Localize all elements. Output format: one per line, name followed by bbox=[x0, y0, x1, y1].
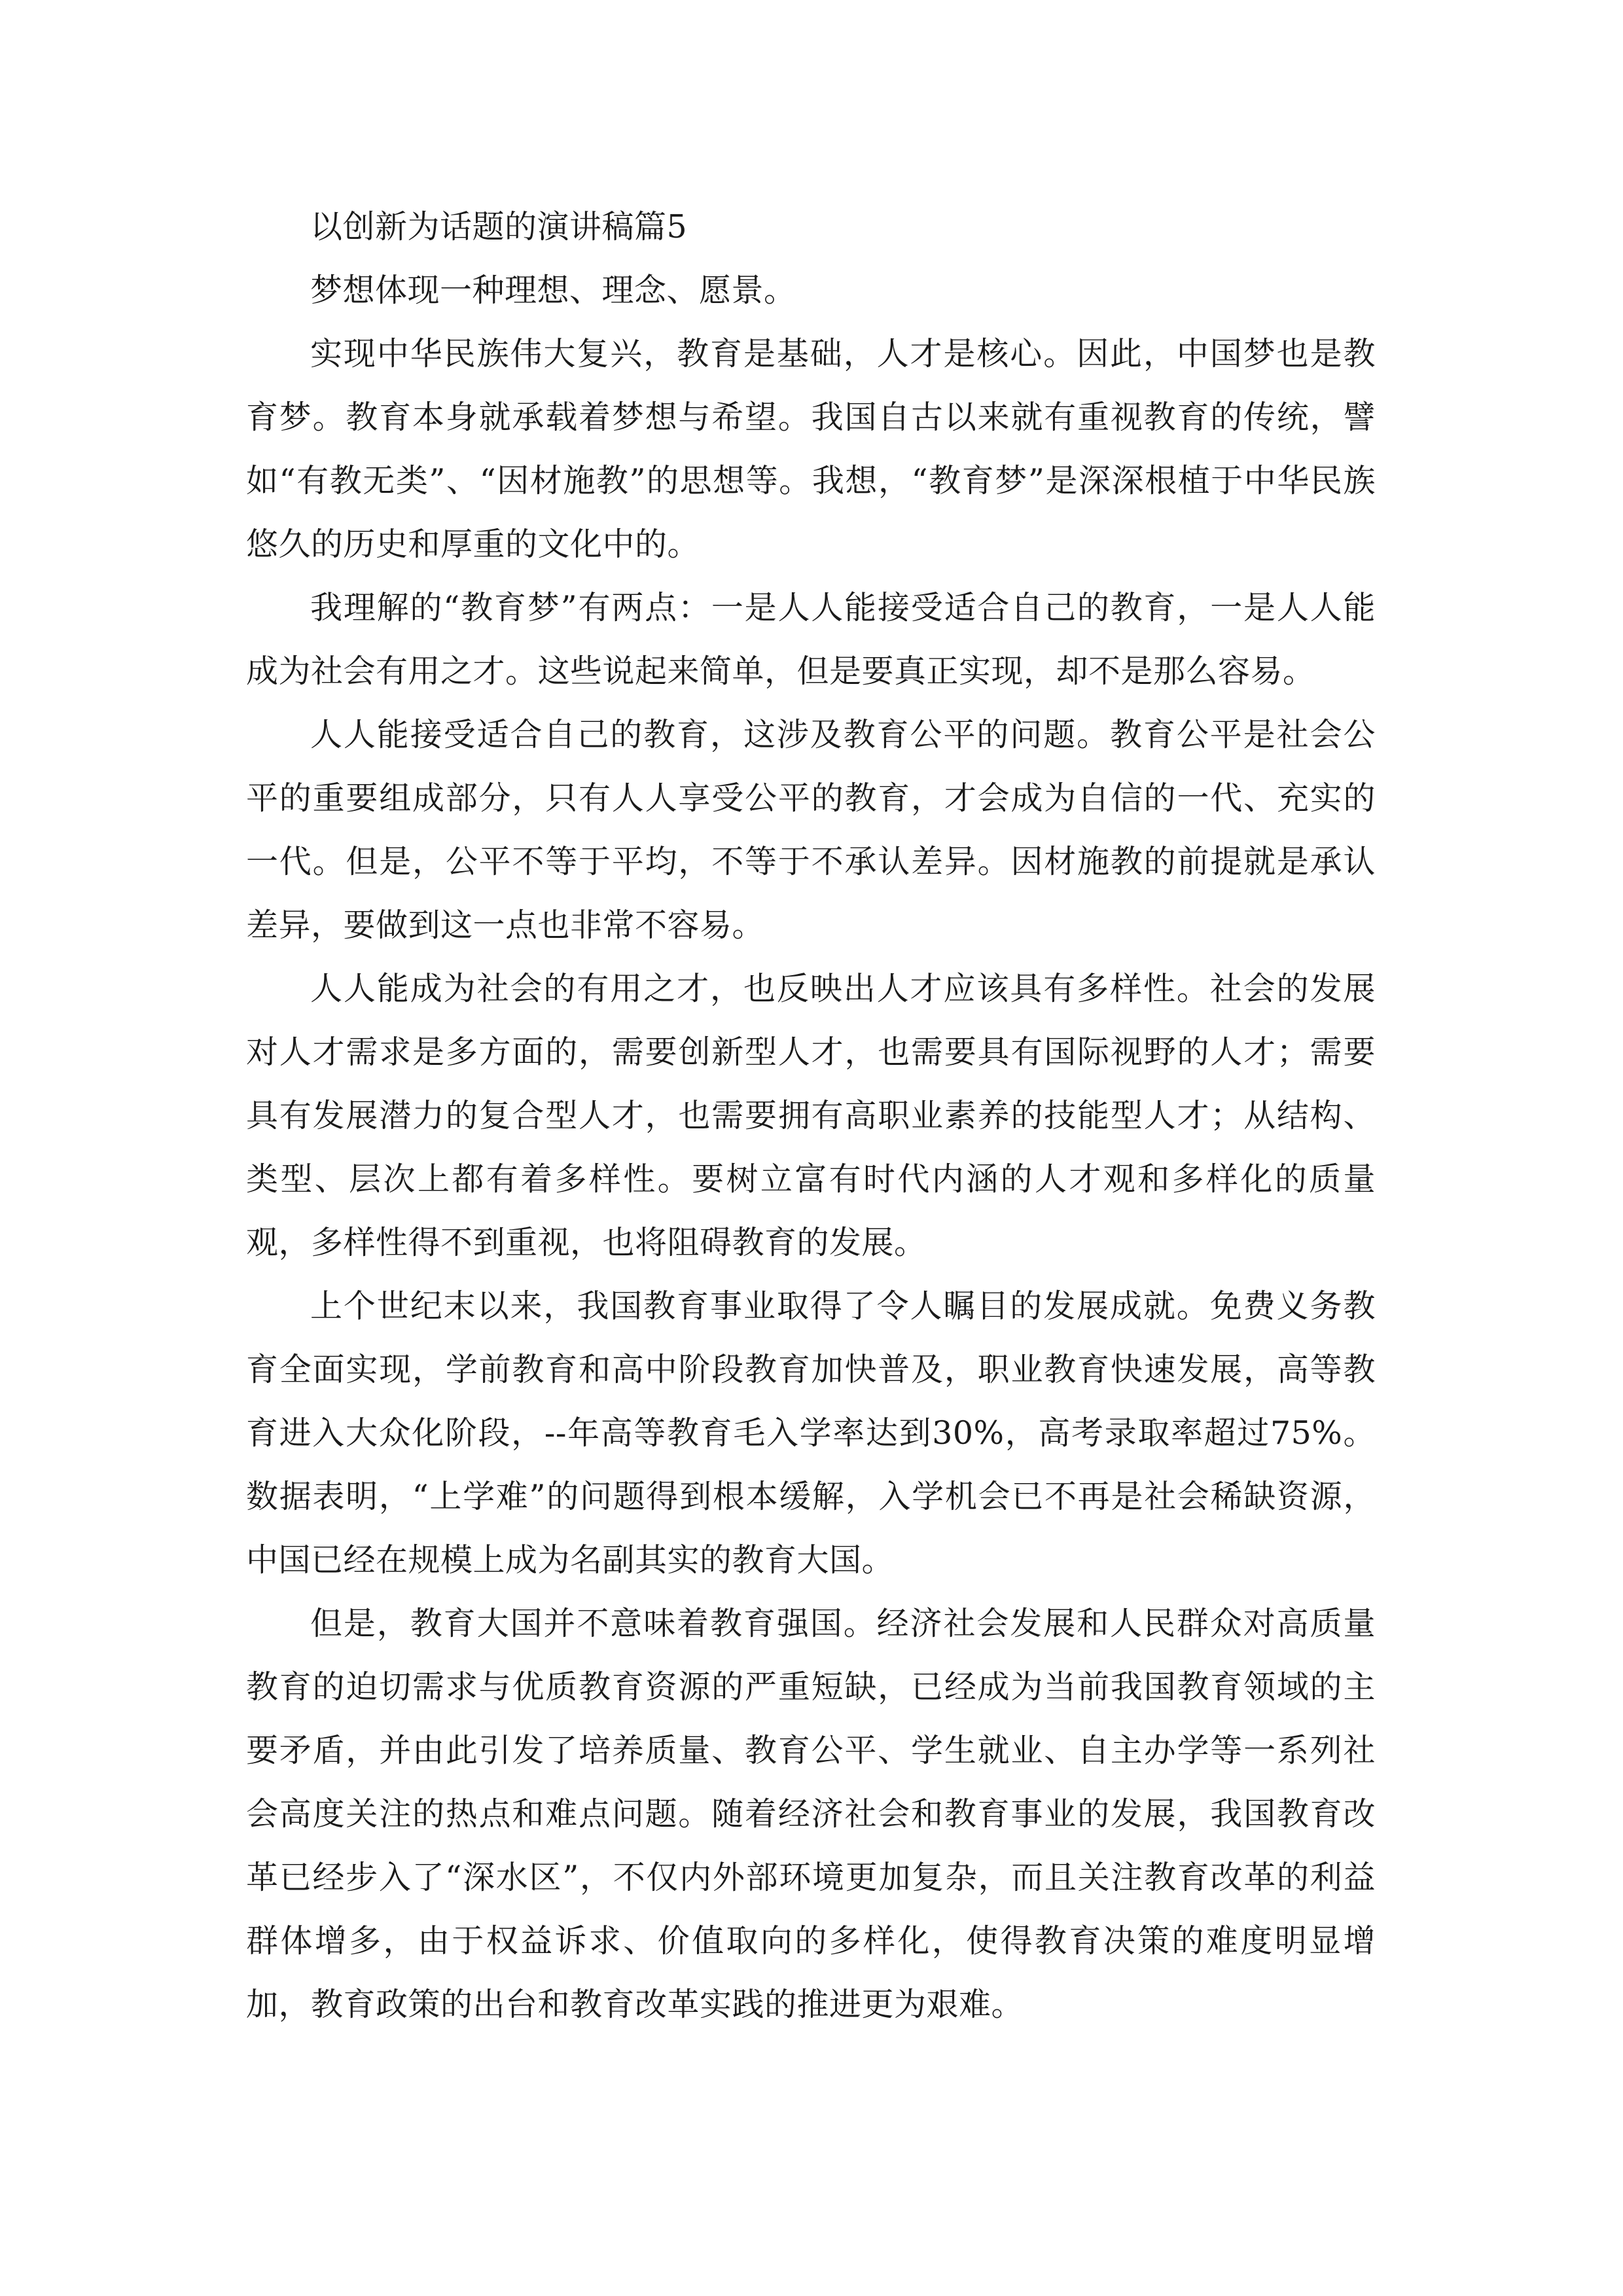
paragraph: 我理解的“教育梦”有两点：一是人人能接受适合自己的教育，一是人人能成为社会有用之才。这些说起来简单，但是要真正实现，却不是那么容易。 bbox=[246, 589, 1376, 690]
paragraph: 但是，教育大国并不意味着教育强国。经济社会发展和人民群众对高质量教育的迫切需求与优质教育资源的严重短缺，已经成为当前我国教育领域的主要矛盾，并由此引发了培养质量、教育公平、学生就业、自主办学等一系列社会高度关注的热点和难点问题。随着经济社会和教育事业的发展，我国教育改革已经步入了“深水区”，不仅内外部环境更加复杂，而且关注教育改革的利益群体增多，由于权益诉求、价值取向的多样化，使得教育决策的难度明显增加，教育政策的出台和教育改革实践的推进更为艰难。 bbox=[246, 1605, 1376, 2023]
paragraph: 实现中华民族伟大复兴，教育是基础，人才是核心。因此，中国梦也是教育梦。教育本身就承载着梦想与希望。我国自古以来就有重视教育的传统，譬如“有教无类”、“因材施教”的思想等。我想，“教育梦”是深深根植于中华民族悠久的历史和厚重的文化中的。 bbox=[246, 335, 1376, 563]
paragraph: 上个世纪末以来，我国教育事业取得了令人瞩目的发展成就。免费义务教育全面实现，学前教育和高中阶段教育加快普及，职业教育快速发展，高等教育进入大众化阶段，--年高等教育毛入学率达到30%，高考录取率超过75%。数据表明，“上学难”的问题得到根本缓解，入学机会已不再是社会稀缺资源，中国已经在规模上成为名副其实的教育大国。 bbox=[246, 1287, 1376, 1579]
paragraph: 人人能成为社会的有用之才，也反映出人才应该具有多样性。社会的发展对人才需求是多方面的，需要创新型人才，也需要具有国际视野的人才；需要具有发展潜力的复合型人才，也需要拥有高职业素养的技能型人才；从结构、类型、层次上都有着多样性。要树立富有时代内涵的人才观和多样化的质量观，多样性得不到重视，也将阻碍教育的发展。 bbox=[246, 970, 1376, 1261]
paragraph: 梦想体现一种理想、理念、愿景。 bbox=[310, 272, 796, 309]
document-body bbox=[246, 195, 1376, 2036]
paragraph: 人人能接受适合自己的教育，这涉及教育公平的问题。教育公平是社会公平的重要组成部分，只有人人享受公平的教育，才会成为自信的一代、充实的一代。但是，公平不等于平均，不等于不承认差异。因材施教的前提就是承认差异，要做到这一点也非常不容易。 bbox=[246, 716, 1376, 944]
document-title: 以创新为话题的演讲稿篇5 bbox=[310, 208, 688, 245]
